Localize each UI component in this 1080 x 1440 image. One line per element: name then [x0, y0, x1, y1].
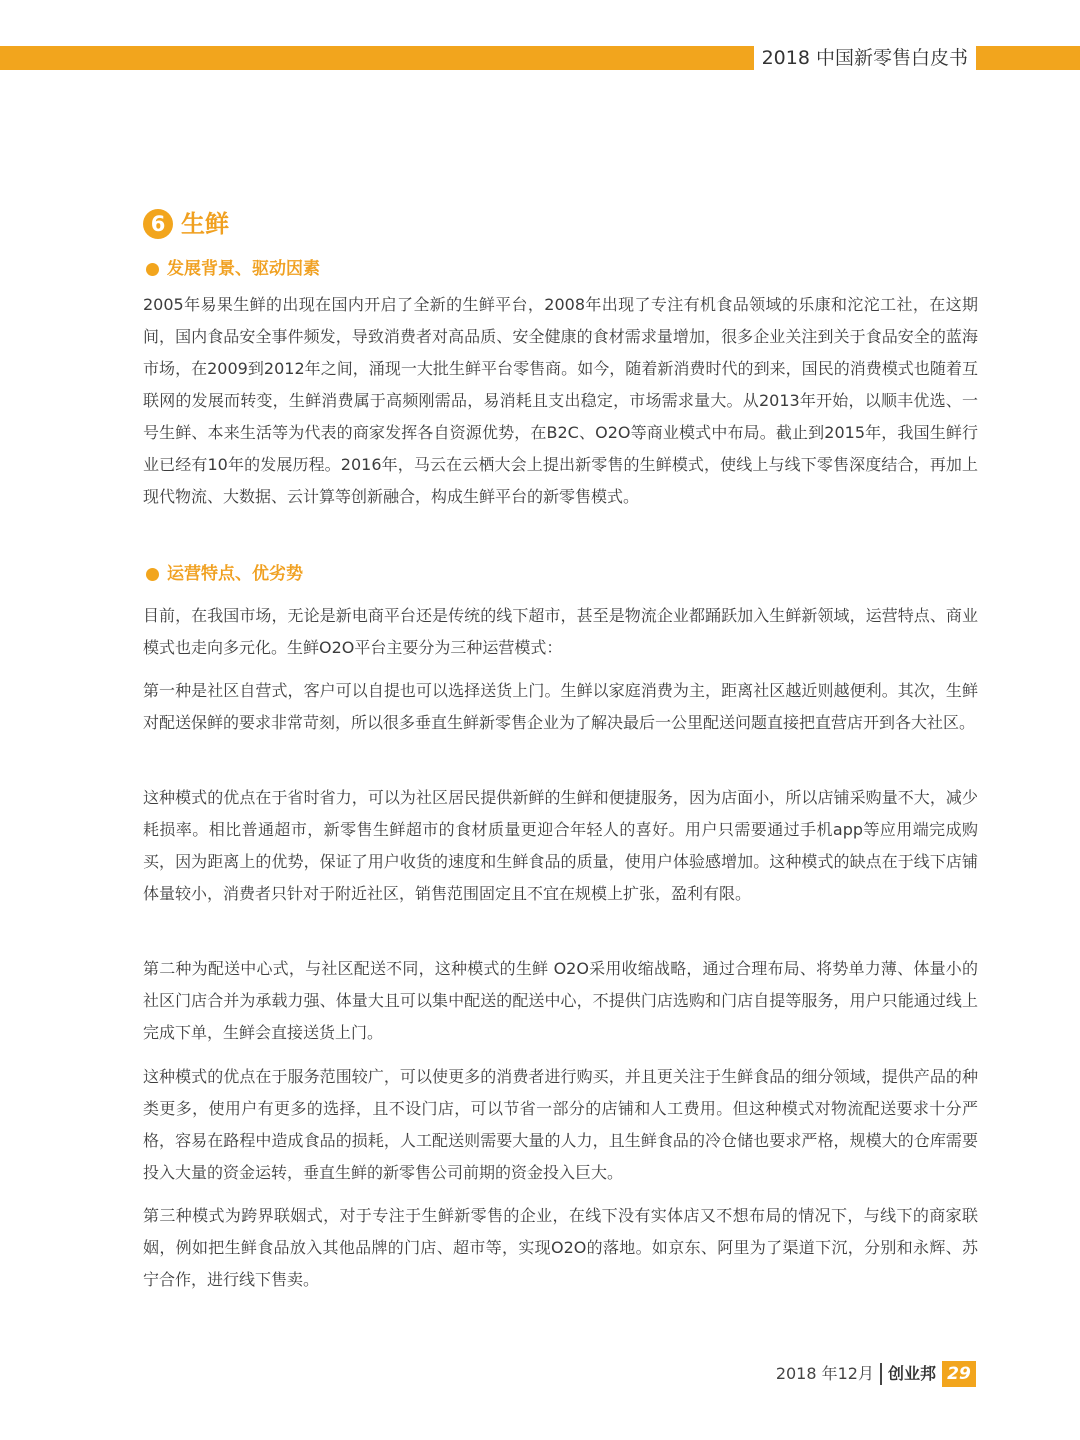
paragraph-model-two: 第二种为配送中心式，与社区配送不同，这种模式的生鲜 O2O采用收缩战略，通过合理布局、将势单力薄、体量小的社区门店合并为承载力强、体量大且可以集中配送的配送中心，不提供门店选购和门店自提等服务，用户只能通过线上完成下单，生鲜会直接送货上门。	[143, 959, 978, 1042]
section-number-badge: 6	[143, 209, 173, 239]
paragraph-model-two-pros-cons: 这种模式的优点在于服务范围较广，可以使更多的消费者进行购买，并且更关注于生鲜食品的细分领域，提供产品的种类更多，使用户有更多的选择，且不设门店，可以节省一部分的店铺和人工费用。但这种模式对物流配送要求十分严格，容易在路程中造成食品的损耗，人工配送则需要大量的人力，且生鲜食品的冷仓储也要求严格，规模大的仓库需要投入大量的资金运转，垂直生鲜的新零售公司前期的资金投入巨大。	[143, 1067, 978, 1182]
page-footer	[776, 1361, 976, 1387]
section-title: 生鲜	[181, 210, 229, 238]
footer-date: 2018 年12月	[775, 1364, 874, 1383]
subsection-title: 运营特点、优劣势	[167, 564, 303, 584]
paragraph-model-one-pros-cons: 这种模式的优点在于省时省力，可以为社区居民提供新鲜的生鲜和便捷服务，因为店面小，所以店铺采购量不大，减少耗损率。相比普通超市，新零售生鲜超市的食材质量更迎合年轻人的喜好。用户只需要通过手机app等应用端完成购买，因为距离上的优势，保证了用户收货的速度和生鲜食品的质量，使用户体验感增加。这种模式的缺点在于线下店铺体量较小，消费者只针对于附近社区，销售范围固定且不宜在规模上扩张，盈利有限。	[143, 788, 978, 903]
bullet-dot-icon	[146, 568, 159, 581]
section-heading	[143, 208, 229, 240]
paragraph-model-three: 第三种模式为跨界联姻式，对于专注于生鲜新零售的企业，在线下没有实体店又不想布局的情况下，与线下的商家联姻，例如把生鲜食品放入其他品牌的门店、超市等，实现O2O的落地。如京东、阿里为了渠道下沉，分别和永辉、苏宁合作，进行线下售卖。	[143, 1206, 978, 1289]
subsection-heading-background	[146, 256, 320, 282]
subsection-title: 发展背景、驱动因素	[167, 259, 320, 279]
page-number: 29	[942, 1361, 976, 1387]
header-title: 2018 中国新零售白皮书	[754, 44, 976, 72]
bullet-dot-icon	[146, 263, 159, 276]
paragraph-operations-intro: 目前，在我国市场，无论是新电商平台还是传统的线下超市，甚至是物流企业都踊跃加入生鲜新领域，运营特点、商业模式也走向多元化。生鲜O2O平台主要分为三种运营模式：	[143, 606, 978, 657]
subsection-heading-operations	[146, 561, 303, 587]
footer-separator	[880, 1363, 882, 1385]
footer-brand-logo: 创业邦	[887, 1364, 936, 1383]
paragraph-model-one: 第一种是社区自营式，客户可以自提也可以选择送货上门。生鲜以家庭消费为主，距离社区越近则越便利。其次，生鲜对配送保鲜的要求非常苛刻，所以很多垂直生鲜新零售企业为了解决最后一公里配送问题直接把直营店开到各大社区。	[143, 681, 978, 732]
paragraph-background: 2005年易果生鲜的出现在国内开启了全新的生鲜平台，2008年出现了专注有机食品领域的乐康和沱沱工社，在这期间，国内食品安全事件频发，导致消费者对高品质、安全健康的食材需求量增加，很多企业关注到关于食品安全的蓝海市场，在2009到2012年之间，涌现一大批生鲜平台零售商。如今，随着新消费时代的到来，国民的消费模式也随着互联网的发展而转变，生鲜消费属于高频刚需品，易消耗且支出稳定，市场需求量大。从2013年开始，以顺丰优选、一号生鲜、本来生活等为代表的商家发挥各自资源优势，在B2C、O2O等商业模式中布局。截止到2015年，我国生鲜行业已经有10年的发展历程。2016年，马云在云栖大会上提出新零售的生鲜模式，使线上与线下零售深度结合，再加上现代物流、大数据、云计算等创新融合，构成生鲜平台的新零售模式。	[143, 295, 978, 506]
